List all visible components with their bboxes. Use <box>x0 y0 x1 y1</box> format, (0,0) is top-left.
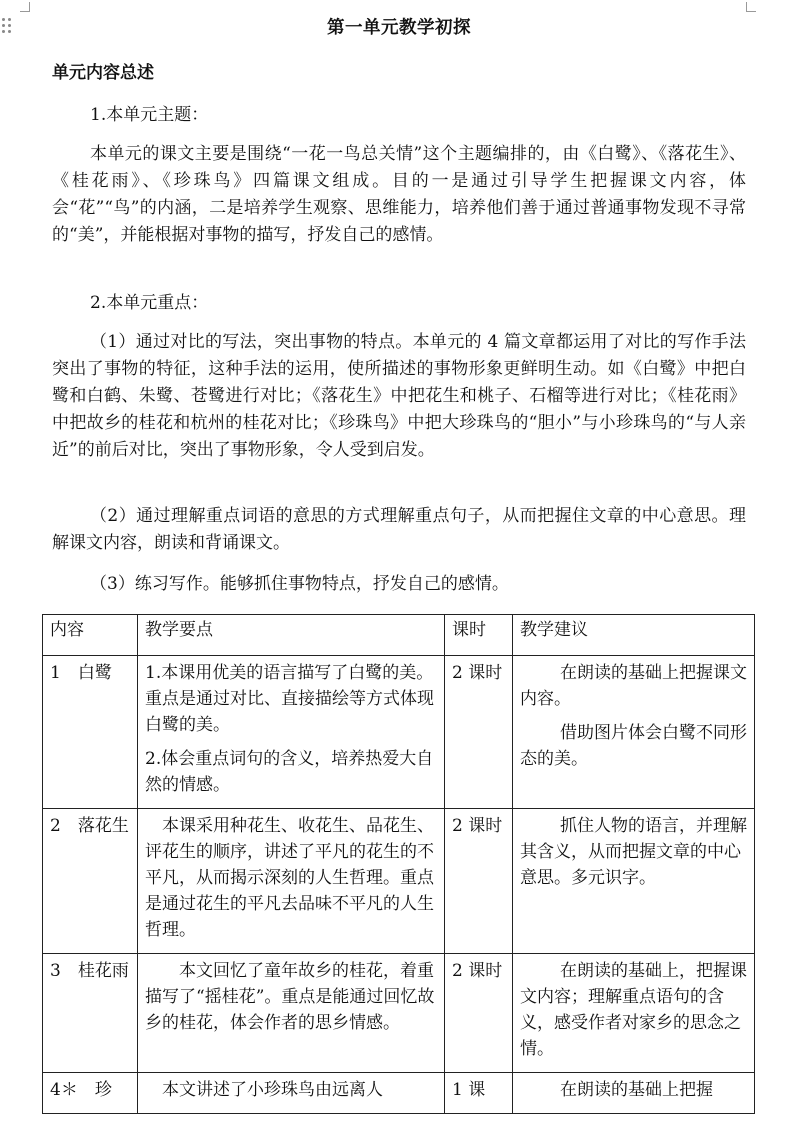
row-advice <box>513 954 755 1073</box>
row-hours: 2 课时 <box>445 809 513 954</box>
row-advice <box>513 809 755 954</box>
point-text: 2.体会重点词句的含义，培养热爱大自然的情感。 <box>145 749 434 795</box>
point-text: 本文讲述了小珍珠鸟由远离人 <box>162 1080 383 1100</box>
header-hours: 课时 <box>445 615 513 656</box>
table-row <box>43 1073 755 1114</box>
focus-paragraph-2: （2）通过理解重点词语的意思的方式理解重点句子，从而把握住文章的中心意思。理解课文内容，朗读和背诵课文。 <box>52 506 746 553</box>
focus-paragraph-3: （3）练习写作。能够抓住事物特点，抒发自己的感情。 <box>90 574 509 594</box>
row-points <box>138 954 445 1073</box>
table-row <box>43 656 755 809</box>
table-header-row <box>43 615 755 656</box>
row-points <box>138 1073 445 1114</box>
row-hours: 2 课时 <box>445 954 513 1073</box>
row-content: 3 桂花雨 <box>43 954 138 1073</box>
document-title: 第一单元教学初探 <box>327 18 471 38</box>
row-hours: 1 课 <box>445 1073 513 1114</box>
row-points <box>138 809 445 954</box>
table-row <box>43 809 755 954</box>
advice-text: 抓住人物的语言，并理解其含义，从而把握文章的中心意思。多元识字。 <box>520 816 747 888</box>
theme-heading: 1.本单元主题： <box>90 105 209 125</box>
lesson-table <box>42 614 755 1114</box>
row-content: 4＊ 珍 <box>43 1073 138 1114</box>
page-corner-mark-left <box>20 2 30 12</box>
point-text: 1.本课用优美的语言描写了白鹭的美。重点是通过对比、直接描绘等方式体现白鹭的美。 <box>145 663 434 735</box>
advice-text: 借助图片体会白鹭不同形态的美。 <box>520 723 747 769</box>
row-content: 1 白鹭 <box>43 656 138 809</box>
advice-text: 在朗读的基础上，把握课文内容；理解重点语句的含义，感受作者对家乡的思念之情。 <box>520 961 747 1059</box>
row-advice <box>513 656 755 809</box>
section-heading: 单元内容总述 <box>52 63 154 83</box>
row-points <box>138 656 445 809</box>
theme-paragraph: 本单元的课文主要是围绕“一花一鸟总关情”这个主题编排的，由《白鹭》、《落花生》、《桂花雨》、《珍珠鸟》四篇课文组成。目的一是通过引导学生把握课文内容，体会“花”“鸟”的内涵，二是培养学生观察、思维能力，培养他们善于通过普通事物发现不寻常的“美”，并能根据对事物的描写，抒发自己的感情。 <box>52 144 746 245</box>
header-content: 内容 <box>43 615 138 656</box>
point-text: 本课采用种花生、收花生、品花生、评花生的顺序，讲述了平凡的花生的不平凡，从而揭示深刻的人生哲理。重点是通过花生的平凡去品味不平凡的人生哲理。 <box>145 816 434 940</box>
page-corner-mark-right <box>746 2 756 12</box>
row-hours: 2 课时 <box>445 656 513 809</box>
row-advice <box>513 1073 755 1114</box>
row-content: 2 落花生 <box>43 809 138 954</box>
focus-paragraph-1: （1）通过对比的写法，突出事物的特点。本单元的 4 篇文章都运用了对比的写作手法突出了事物的特征，这种手法的运用，使所描述的事物形象更鲜明生动。如《白鹭》中把白鹭和白鹤、朱鹭、苍鹭进行对比；《落花生》中把花生和桃子、石榴等进行对比；《桂花雨》中把故乡的桂花和杭州的桂花对比；《珍珠鸟》中把大珍珠鸟的“胆小”与小珍珠鸟的“与人亲近”的前后对比，突出了事物形象，令人受到启发。 <box>52 332 746 460</box>
focus-heading: 2.本单元重点： <box>90 293 209 313</box>
point-text: 本文回忆了童年故乡的桂花，着重描写了“摇桂花”。重点是能通过回忆故乡的桂花，体会作者的思乡情感。 <box>145 961 435 1033</box>
advice-text: 在朗读的基础上把握 <box>560 1080 713 1100</box>
table-row <box>43 954 755 1073</box>
header-advice: 教学建议 <box>513 615 755 656</box>
advice-text: 在朗读的基础上把握课文内容。 <box>520 663 747 709</box>
header-points: 教学要点 <box>138 615 445 656</box>
